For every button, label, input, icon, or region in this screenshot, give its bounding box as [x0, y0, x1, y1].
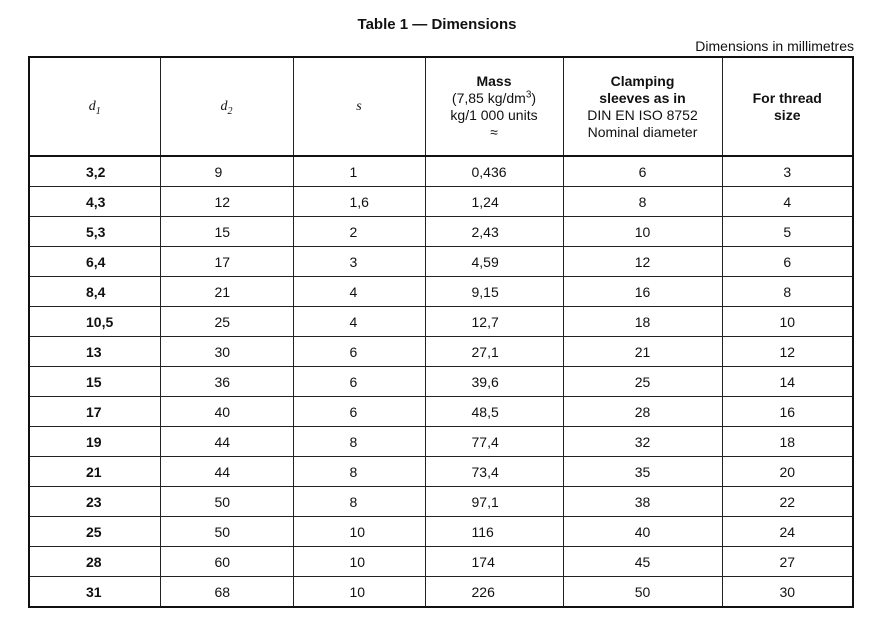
header-mass-density-pre: (7,85 kg/dm	[451, 89, 526, 106]
header-mass-title: Mass	[476, 72, 512, 89]
dimensions-table	[28, 56, 854, 608]
cell-d2: 44	[160, 427, 293, 457]
cell-mass: 0,436	[425, 156, 563, 187]
table-body	[29, 156, 853, 607]
cell-s: 10	[293, 577, 425, 608]
table-row	[29, 397, 853, 427]
table-row	[29, 427, 853, 457]
header-d1	[29, 57, 160, 156]
cell-d1: 6,4	[29, 247, 160, 277]
cell-s: 1,6	[293, 187, 425, 217]
cell-clamping-diameter: 18	[563, 307, 722, 337]
cell-s: 8	[293, 487, 425, 517]
cell-mass: 9,15	[425, 277, 563, 307]
header-thread-line2: size	[774, 106, 801, 123]
cell-d1: 4,3	[29, 187, 160, 217]
cell-clamping-diameter: 40	[563, 517, 722, 547]
cell-mass: 12,7	[425, 307, 563, 337]
cell-thread-size: 10	[722, 307, 853, 337]
cell-thread-size: 6	[722, 247, 853, 277]
cell-d2: 30	[160, 337, 293, 367]
cell-clamping-diameter: 32	[563, 427, 722, 457]
cell-thread-size: 30	[722, 577, 853, 608]
cell-mass: 174	[425, 547, 563, 577]
cell-thread-size: 24	[722, 517, 853, 547]
header-clamping-title1: Clamping	[610, 72, 675, 89]
header-d2	[160, 57, 293, 156]
table-row	[29, 277, 853, 307]
cell-d2: 17	[160, 247, 293, 277]
cell-mass: 226	[425, 577, 563, 608]
cell-d1: 8,4	[29, 277, 160, 307]
cell-s: 2	[293, 217, 425, 247]
header-clamping-title2: sleeves as in	[599, 89, 686, 106]
cell-thread-size: 3	[722, 156, 853, 187]
table-row	[29, 187, 853, 217]
cell-mass: 48,5	[425, 397, 563, 427]
table-title: Table 1 — Dimensions	[357, 16, 517, 33]
table-row	[29, 307, 853, 337]
table-row	[29, 577, 853, 608]
cell-mass: 4,59	[425, 247, 563, 277]
cell-thread-size: 16	[722, 397, 853, 427]
units-note: Dimensions in millimetres	[695, 38, 854, 54]
cell-d2: 60	[160, 547, 293, 577]
cell-s: 1	[293, 156, 425, 187]
table-row	[29, 517, 853, 547]
cell-d1: 21	[29, 457, 160, 487]
cell-mass: 1,24	[425, 187, 563, 217]
header-row	[29, 57, 853, 156]
table-row	[29, 487, 853, 517]
cell-thread-size: 4	[722, 187, 853, 217]
cell-thread-size: 14	[722, 367, 853, 397]
cell-mass: 116	[425, 517, 563, 547]
cell-clamping-diameter: 6	[563, 156, 722, 187]
table-row	[29, 156, 853, 187]
cell-clamping-diameter: 35	[563, 457, 722, 487]
cell-d2: 15	[160, 217, 293, 247]
cell-thread-size: 18	[722, 427, 853, 457]
cell-s: 8	[293, 427, 425, 457]
header-d2-base: d	[220, 99, 228, 114]
table-row	[29, 367, 853, 397]
cell-d2: 25	[160, 307, 293, 337]
cell-d1: 19	[29, 427, 160, 457]
header-d1-base: d	[88, 99, 96, 114]
table-row	[29, 547, 853, 577]
cell-d1: 28	[29, 547, 160, 577]
cell-d1: 25	[29, 517, 160, 547]
cell-thread-size: 8	[722, 277, 853, 307]
header-thread	[722, 57, 853, 156]
cell-clamping-diameter: 12	[563, 247, 722, 277]
header-s: s	[293, 57, 425, 156]
cell-d1: 17	[29, 397, 160, 427]
cell-s: 3	[293, 247, 425, 277]
table-row	[29, 457, 853, 487]
table-row	[29, 247, 853, 277]
cell-d1: 3,2	[29, 156, 160, 187]
cell-s: 6	[293, 367, 425, 397]
table-row	[29, 217, 853, 247]
cell-clamping-diameter: 28	[563, 397, 722, 427]
cell-s: 8	[293, 457, 425, 487]
cell-d1: 31	[29, 577, 160, 608]
cell-d2: 21	[160, 277, 293, 307]
cell-d2: 36	[160, 367, 293, 397]
cell-clamping-diameter: 45	[563, 547, 722, 577]
cell-d2: 50	[160, 487, 293, 517]
cell-d1: 15	[29, 367, 160, 397]
cell-clamping-diameter: 25	[563, 367, 722, 397]
cell-d2: 12	[160, 187, 293, 217]
cell-s: 10	[293, 547, 425, 577]
header-clamping	[563, 57, 722, 156]
cell-d2: 44	[160, 457, 293, 487]
cell-s: 4	[293, 277, 425, 307]
header-mass-density-post: )	[531, 89, 537, 106]
cell-d2: 40	[160, 397, 293, 427]
header-thread-line1: For thread	[752, 89, 822, 106]
cell-mass: 77,4	[425, 427, 563, 457]
cell-mass: 97,1	[425, 487, 563, 517]
header-d2-sub: 2	[227, 105, 233, 117]
header-d1-sub: 1	[95, 105, 101, 117]
cell-thread-size: 5	[722, 217, 853, 247]
cell-thread-size: 20	[722, 457, 853, 487]
cell-d2: 68	[160, 577, 293, 608]
cell-clamping-diameter: 38	[563, 487, 722, 517]
header-mass-units: kg/1 000 units	[450, 106, 538, 123]
cell-s: 6	[293, 337, 425, 367]
cell-d1: 10,5	[29, 307, 160, 337]
table-row	[29, 337, 853, 367]
cell-clamping-diameter: 50	[563, 577, 722, 608]
cell-d1: 13	[29, 337, 160, 367]
header-mass-density-sup: 3	[525, 88, 532, 100]
cell-s: 4	[293, 307, 425, 337]
cell-thread-size: 27	[722, 547, 853, 577]
cell-clamping-diameter: 8	[563, 187, 722, 217]
header-mass-approx: ≈	[490, 123, 498, 140]
cell-d1: 23	[29, 487, 160, 517]
cell-mass: 39,6	[425, 367, 563, 397]
cell-clamping-diameter: 16	[563, 277, 722, 307]
cell-s: 10	[293, 517, 425, 547]
cell-d2: 9	[160, 156, 293, 187]
cell-d2: 50	[160, 517, 293, 547]
header-mass-density	[426, 90, 563, 107]
cell-thread-size: 12	[722, 337, 853, 367]
cell-mass: 2,43	[425, 217, 563, 247]
cell-s: 6	[293, 397, 425, 427]
header-clamping-standard: DIN EN ISO 8752	[587, 106, 698, 123]
cell-clamping-diameter: 21	[563, 337, 722, 367]
header-clamping-nominal: Nominal diameter	[587, 123, 698, 140]
cell-mass: 73,4	[425, 457, 563, 487]
cell-d1: 5,3	[29, 217, 160, 247]
cell-clamping-diameter: 10	[563, 217, 722, 247]
cell-thread-size: 22	[722, 487, 853, 517]
header-mass	[425, 57, 563, 156]
cell-mass: 27,1	[425, 337, 563, 367]
